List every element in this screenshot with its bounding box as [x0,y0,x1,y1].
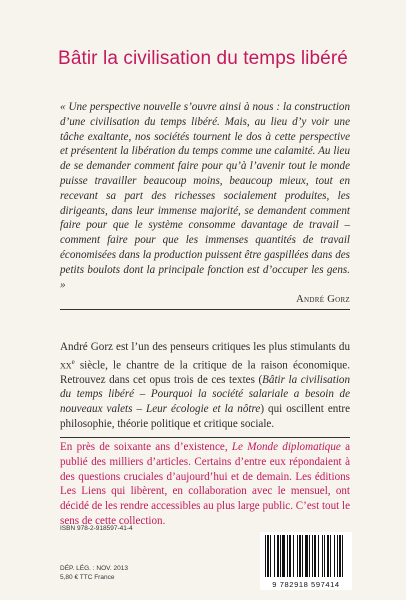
separator: – [132,403,147,416]
essay-title: Bâtir la civilisation du temps libéré [60,373,350,401]
depot-legal: DÉP. LÉG. : NOV. 2013 [60,565,128,572]
collection-text: En près de soixante ans d’existence, [60,441,232,453]
collection-blurb [60,440,350,529]
journal-name: Le Monde diplomatique [231,441,341,453]
essay-title: Pourquoi la société salariale a besoin de nouveaux valets [60,388,351,416]
century-sup: e [71,357,75,366]
description-text: ) qui oscillent entre philosophie, théorie politique et critique sociale. [60,403,351,430]
quote-block [60,100,350,310]
barcode [260,532,352,590]
description-text: siècle, le chantre de la critique de la raison économique. Retrouvez dans cet opus trois de ces textes ( [60,359,350,386]
isbn: ISBN 978-2-918597-41-4 [60,525,133,532]
book-description [60,340,350,438]
price: 5,80 € TTC France [60,573,115,581]
barcode-digits: 9 782918 597414 [272,580,340,589]
separator: – [134,388,151,401]
barcode-bars-icon [265,535,347,577]
quote-author: André Gorz [296,294,350,306]
collection-text: a publié des milliers d’articles. Certains d’entre eux répondaient à des questions cruciales d’aujourd’hui et de demain. Les éditions Les Liens qui libèrent, en collaboration avec le mensuel, ont décidé de les rendre accessibles au plus large public. C’est tout le sens de cette collection. [60,441,351,527]
century: xx [60,359,72,372]
description-text: André Gorz est l’un des penseurs critiques les plus stimulants du [60,341,350,353]
quote-text: « Une perspective nouvelle s’ouvre ainsi à nous : la construction d’une civilisation du temps libéré. Mais, au lieu d’y voir une tâche exaltante, nos sociétés tournent le dos à cette perspective et présentent la libération du temps comme une calamité. Au lieu de se demander comment faire pour qu’à l’avenir tout le monde puisse travailler beaucoup moins, beaucoup mieux, tout en recevant sa part des richesses socialement produites, les dirigeants, dans leur immense majorité, se demandent comment faire pour que le système consomme davantage de travail – comment faire pour que les immenses quantités de travail économisées dans la production puissent être gaspillées dans des petits boulots dont la principale fonction est d’occuper les gens. » [60,101,350,291]
essay-title: Leur écologie et la nôtre [146,403,261,416]
legal-info [60,565,128,582]
book-title: Bâtir la civilisation du temps libéré [58,48,348,69]
